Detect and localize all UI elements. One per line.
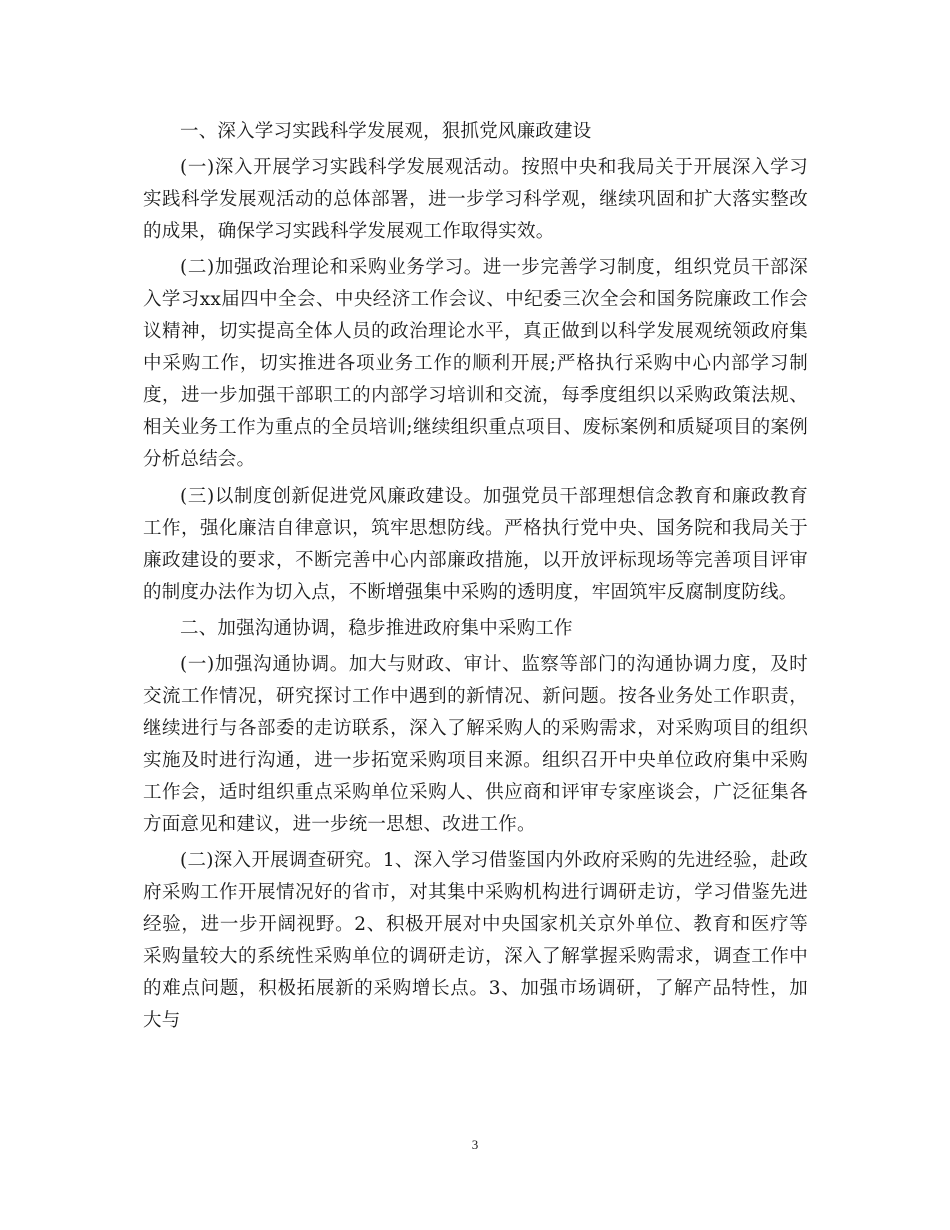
paragraph-2-2: (二)深入开展调查研究。1、深入学习借鉴国内外政府采购的先进经验，赴政府采购工作开展情况好的省市，对其集中采购机构进行调研走访，学习借鉴先进经验，进一步开阔视野。2、积极开展对中央国家机关京外单位、教育和医疗等采购量较大的系统性采购单位的调研走访，深入了解掌握采购需求，调查工作中的难点问题，积极拓展新的采购增长点。3、加强市场调研，了解产品特性，加大与 bbox=[143, 850, 808, 1032]
section-heading-2: 二、加强沟通协调，稳步推进政府集中采购工作 bbox=[180, 617, 573, 639]
section-heading-1: 一、深入学习实践科学发展观，狠抓党风廉政建设 bbox=[180, 121, 592, 142]
paragraph-1-2: (二)加强政治理论和采购业务学习。进一步完善学习制度，组织党员干部深入学习xx届四中全会、中央经济工作会议、中纪委三次全会和国务院廉政工作会议精神，切实提高全体人员的政治理论水平，真正做到以科学发展观统领政府集中采购工作，切实推进各项业务工作的顺利开展;严格执行采购中心内部学习制度，进一步加强干部职工的内部学习培训和交流，每季度组织以采购政策法规、相关业务工作为重点的全员培训;继续组织重点项目、废标案例和质疑项目的案例分析总结会。 bbox=[143, 257, 808, 471]
paragraph-1-1: (一)深入开展学习实践科学发展观活动。按照中央和我局关于开展深入学习实践科学发展观活动的总体部署，进一步学习科学观，继续巩固和扩大落实整改的成果，确保学习实践科学发展观工作取得实效。 bbox=[143, 157, 808, 243]
paragraph-2-1: (一)加强沟通协调。加大与财政、审计、监察等部门的沟通协调力度，及时交流工作情况，研究探讨工作中遇到的新情况、新问题。按各业务处工作职责，继续进行与各部委的走访联系，深入了解采购人的采购需求，对采购项目的组织实施及时进行沟通，进一步拓宽采购项目来源。组织召开中央单位政府集中采购工作会，适时组织重点采购单位采购人、供应商和评审专家座谈会，广泛征集各方面意见和建议，进一步统一思想、改进工作。 bbox=[143, 653, 808, 835]
paragraph-1-3: (三)以制度创新促进党风廉政建设。加强党员干部理想信念教育和廉政教育工作，强化廉洁自律意识，筑牢思想防线。严格执行党中央、国务院和我局关于廉政建设的要求，不断完善中心内部廉政措施，以开放评标现场等完善项目评审的制度办法作为切入点，不断增强集中采购的透明度，牢固筑牢反腐制度防线。 bbox=[143, 485, 808, 603]
page-number: 3 bbox=[471, 1137, 479, 1152]
document-body bbox=[143, 116, 808, 1041]
